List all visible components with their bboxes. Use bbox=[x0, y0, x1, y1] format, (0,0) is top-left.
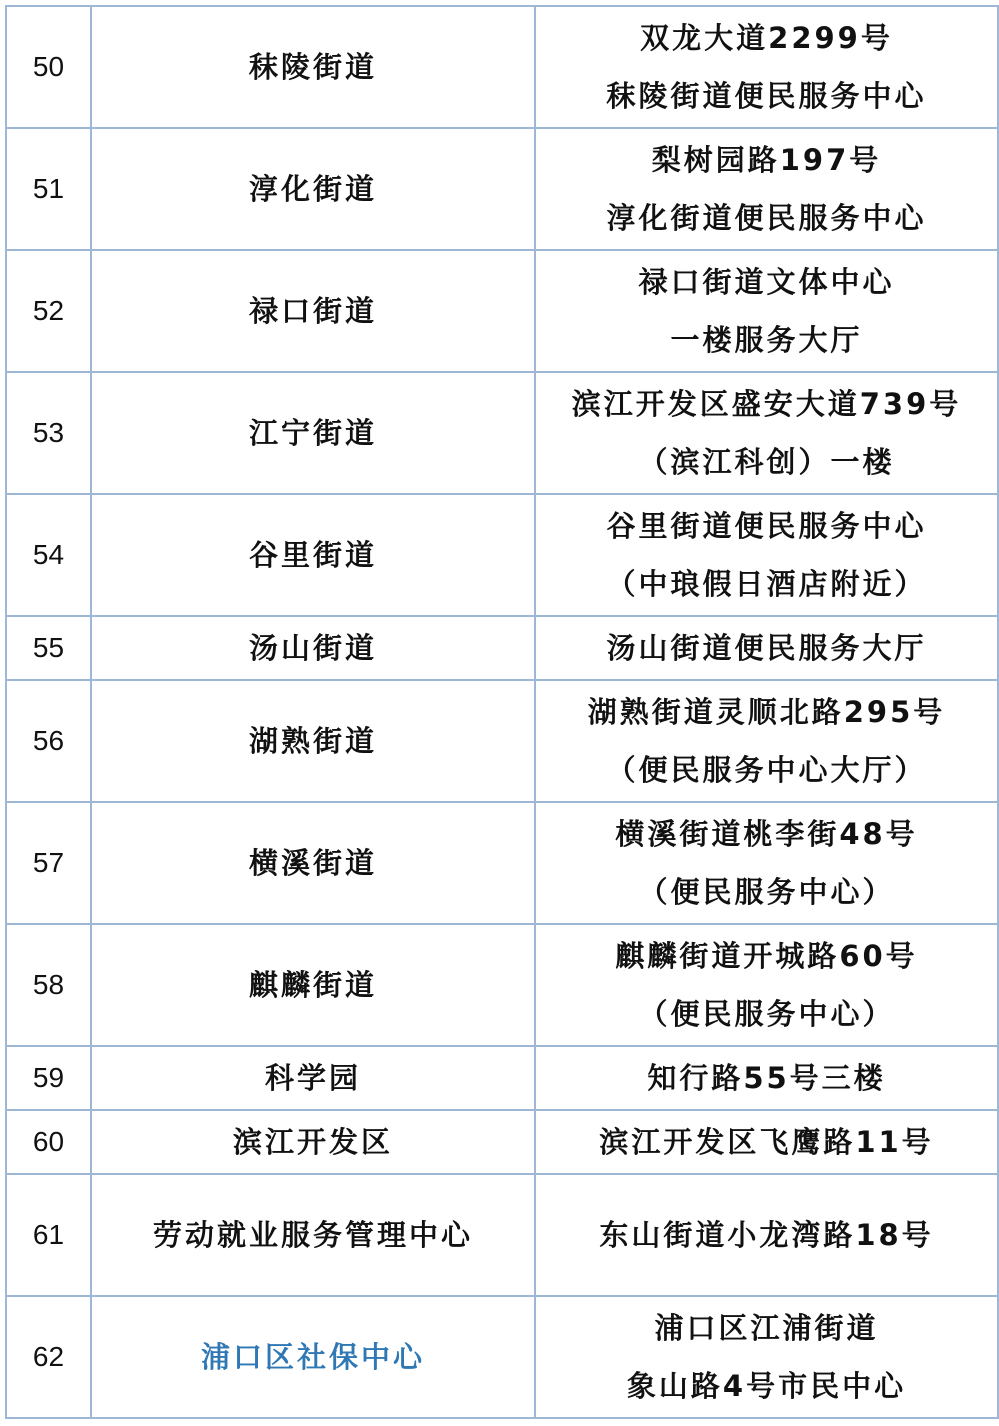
street-name: 谷里街道 bbox=[91, 494, 535, 616]
table-row bbox=[6, 1296, 998, 1418]
table-row bbox=[6, 616, 998, 680]
row-number: 58 bbox=[6, 924, 91, 1046]
address-cell bbox=[535, 494, 998, 616]
row-number: 55 bbox=[6, 616, 91, 680]
table-row bbox=[6, 128, 998, 250]
row-number: 51 bbox=[6, 128, 91, 250]
row-number: 61 bbox=[6, 1174, 91, 1296]
address-line: 梨树园路197号 bbox=[651, 143, 882, 177]
street-name: 淳化街道 bbox=[91, 128, 535, 250]
table-row bbox=[6, 494, 998, 616]
address-line: 谷里街道便民服务中心 bbox=[606, 509, 927, 543]
address-cell bbox=[535, 1296, 998, 1418]
address-line: 湖熟街道灵顺北路295号 bbox=[587, 695, 946, 729]
row-number: 50 bbox=[6, 6, 91, 128]
address-line: 汤山街道便民服务大厅 bbox=[606, 631, 927, 665]
address-cell bbox=[535, 6, 998, 128]
row-number: 57 bbox=[6, 802, 91, 924]
row-number: 60 bbox=[6, 1110, 91, 1174]
address-line: （便民服务中心） bbox=[638, 997, 895, 1031]
address-line: 滨江开发区飞鹰路11号 bbox=[599, 1125, 934, 1159]
address-line: 麒麟街道开城路60号 bbox=[615, 939, 918, 973]
table-row bbox=[6, 924, 998, 1046]
row-number: 62 bbox=[6, 1296, 91, 1418]
address-line: （便民服务中心大厅） bbox=[606, 753, 927, 787]
row-number: 53 bbox=[6, 372, 91, 494]
address-line: 东山街道小龙湾路18号 bbox=[599, 1218, 934, 1252]
row-number: 59 bbox=[6, 1046, 91, 1110]
table-row bbox=[6, 802, 998, 924]
street-name: 劳动就业服务管理中心 bbox=[91, 1174, 535, 1296]
address-line: 一楼服务大厅 bbox=[670, 323, 863, 357]
street-name: 汤山街道 bbox=[91, 616, 535, 680]
street-name: 江宁街道 bbox=[91, 372, 535, 494]
table-row bbox=[6, 250, 998, 372]
row-number: 54 bbox=[6, 494, 91, 616]
address-line: 秣陵街道便民服务中心 bbox=[606, 79, 927, 113]
address-line: 象山路4号市民中心 bbox=[626, 1369, 907, 1403]
table-row bbox=[6, 680, 998, 802]
table-row bbox=[6, 6, 998, 128]
address-line: 淳化街道便民服务中心 bbox=[606, 201, 927, 235]
address-line: 滨江开发区盛安大道739号 bbox=[571, 387, 962, 421]
street-name: 湖熟街道 bbox=[91, 680, 535, 802]
address-cell bbox=[535, 924, 998, 1046]
street-name: 横溪街道 bbox=[91, 802, 535, 924]
street-name: 滨江开发区 bbox=[91, 1110, 535, 1174]
address-line: 浦口区江浦街道 bbox=[654, 1311, 879, 1345]
address-line: （滨江科创）一楼 bbox=[638, 445, 895, 479]
address-cell bbox=[535, 128, 998, 250]
street-name: 科学园 bbox=[91, 1046, 535, 1110]
table-row bbox=[6, 1174, 998, 1296]
address-line: 知行路55号三楼 bbox=[647, 1061, 886, 1095]
street-name: 浦口区社保中心 bbox=[91, 1296, 535, 1418]
address-cell bbox=[535, 802, 998, 924]
table-row bbox=[6, 1046, 998, 1110]
address-cell bbox=[535, 680, 998, 802]
address-cell bbox=[535, 1110, 998, 1174]
street-name: 麒麟街道 bbox=[91, 924, 535, 1046]
address-line: 横溪街道桃李街48号 bbox=[615, 817, 918, 851]
address-cell bbox=[535, 616, 998, 680]
table-row bbox=[6, 372, 998, 494]
address-line: 双龙大道2299号 bbox=[640, 21, 893, 55]
row-number: 52 bbox=[6, 250, 91, 372]
table-row bbox=[6, 1110, 998, 1174]
street-name: 禄口街道 bbox=[91, 250, 535, 372]
address-line: （中琅假日酒店附近） bbox=[606, 567, 927, 601]
address-cell bbox=[535, 1046, 998, 1110]
street-name: 秣陵街道 bbox=[91, 6, 535, 128]
address-line: 禄口街道文体中心 bbox=[638, 265, 895, 299]
service-location-table bbox=[5, 5, 999, 1419]
address-cell bbox=[535, 250, 998, 372]
row-number: 56 bbox=[6, 680, 91, 802]
address-line: （便民服务中心） bbox=[638, 875, 895, 909]
address-cell bbox=[535, 1174, 998, 1296]
address-cell bbox=[535, 372, 998, 494]
